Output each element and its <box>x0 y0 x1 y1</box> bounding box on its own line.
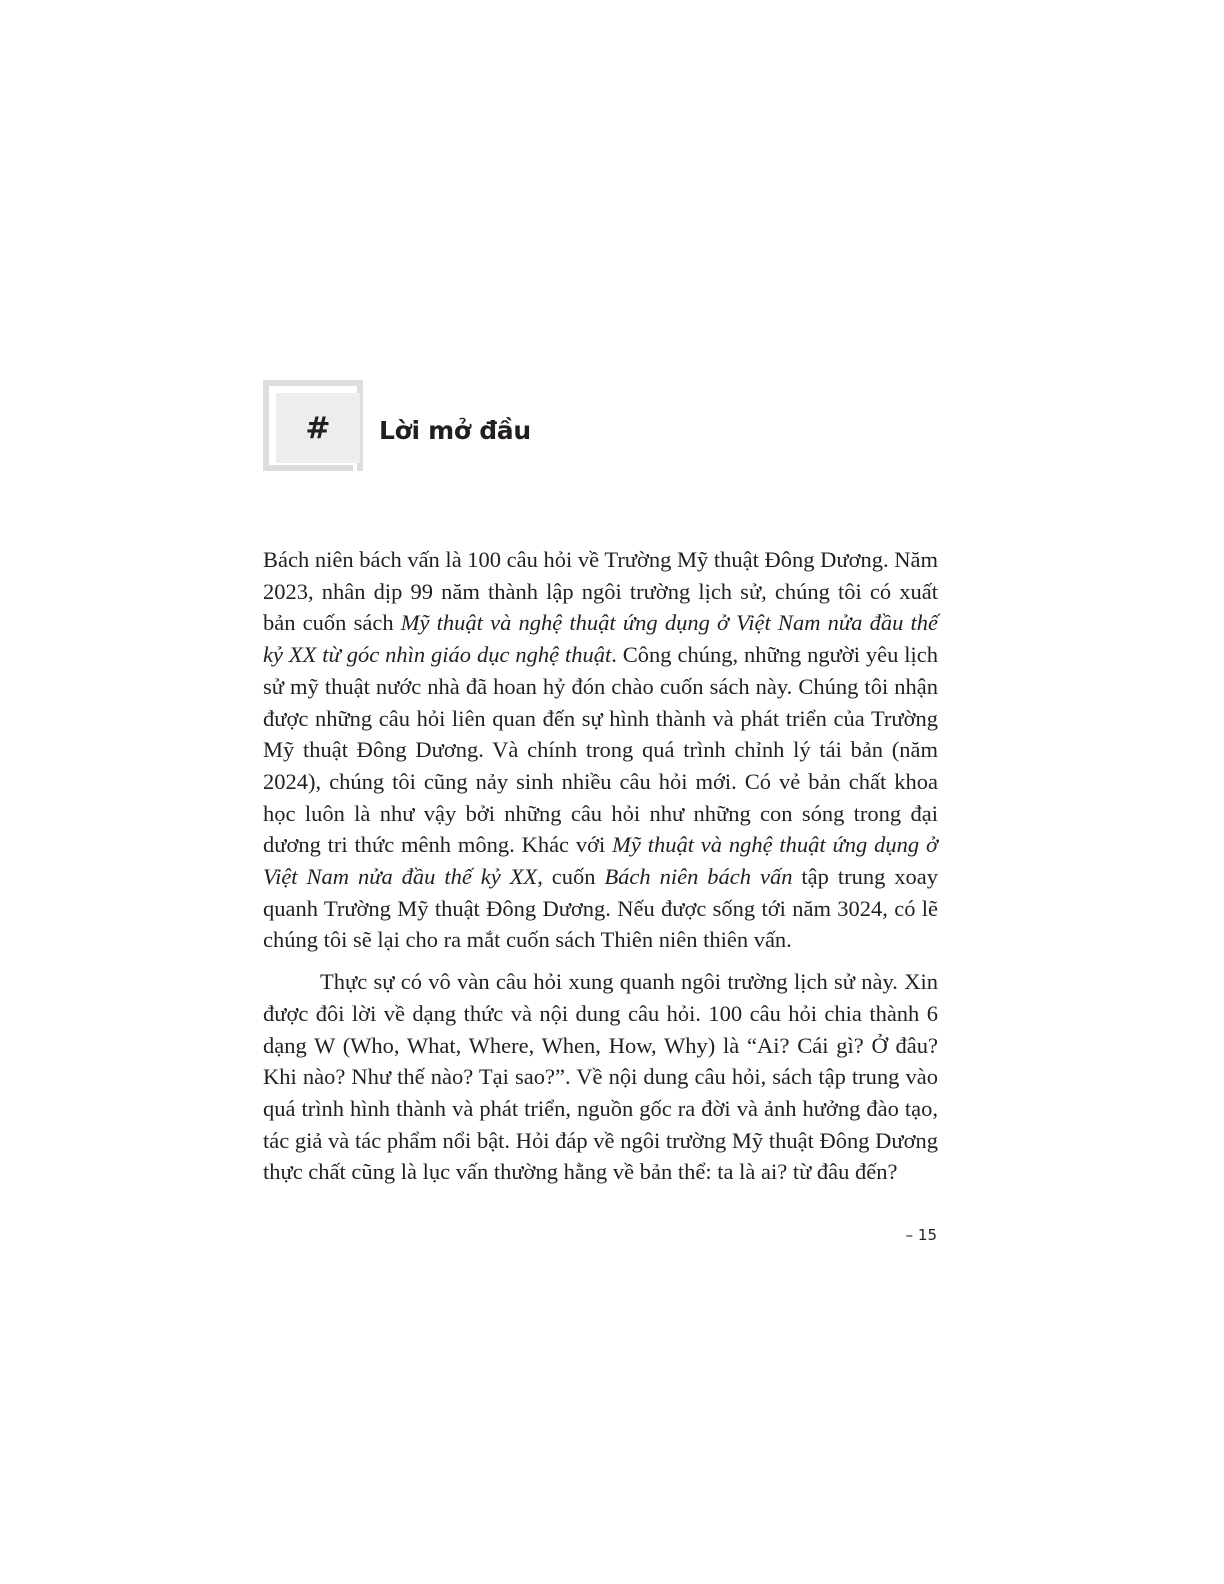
frame-bottom-bar <box>263 465 353 471</box>
frame-top-bar <box>263 380 363 386</box>
paragraph-text: , cuốn <box>537 864 605 890</box>
body-text <box>263 544 938 1188</box>
paragraph-text: Bách niên bách vấn là 100 câu hỏi về Trường Mỹ thuật Đông Dương. Năm 2023, nhân dịp 99 năm thành lập ngôi trường lịch sử, chúng tôi có xuất bản cuốn sách <box>263 547 938 636</box>
italic-title-text: Mỹ thuật và nghệ thuật ứng dụng ở Việt Nam nửa đầu thế kỷ XX <box>263 832 938 890</box>
paragraph-text: . Công chúng, những người yêu lịch sử mỹ thuật nước nhà đã hoan hỷ đón chào cuốn sách này. Chúng tôi nhận được những câu hỏi liên quan đến sự hình thành và phát triển của Trường Mỹ thuật Đông Dương. Và chính trong quá trình chỉnh lý tái bản (năm 2024), chúng tôi cũng nảy sinh nhiều câu hỏi mới. Có vẻ bản chất khoa học luôn là như vậy bởi những câu hỏi như những con sóng trong đại dương tri thức mênh mông. Khác với <box>263 642 939 858</box>
paragraph-text: tập trung xoay quanh Trường Mỹ thuật Đông Dương. Nếu được sống tới năm 3024, có lẽ chúng tôi sẽ lại cho ra mắt cuốn sách Thiên niên thiên vấn. <box>263 864 938 953</box>
paragraph-text: Thực sự có vô vàn câu hỏi xung quanh ngôi trường lịch sử này. Xin được đôi lời về dạng thức và nội dung câu hỏi. 100 câu hỏi chia thành 6 dạng W (Who, What, Where, When, How, Why) là “Ai? Cái gì? Ở đâu? Khi nào? Như thế nào? Tại sao?”. Về nội dung câu hỏi, sách tập trung vào quá trình hình thành và phát triển, nguồn gốc ra đời và ảnh hưởng đào tạo, tác giả và tác phẩm nổi bật. Hỏi đáp về ngôi trường Mỹ thuật Đông Dương thực chất cũng là lục vấn thường hằng về bản thể: ta là ai? từ đâu đến? <box>263 969 938 1185</box>
chapter-marker <box>263 380 363 471</box>
page-number: – 15 <box>905 1226 937 1244</box>
chapter-title: Lời mở đầu <box>379 416 531 445</box>
italic-title-text: Bách niên bách vấn <box>604 864 793 890</box>
frame-left-bar <box>263 380 269 471</box>
hash-icon: # <box>305 410 331 446</box>
italic-title-text: Mỹ thuật và nghệ thuật ứng dụng ở Việt Nam nửa đầu thế kỷ XX từ góc nhìn giáo dục nghệ thuật <box>263 610 938 668</box>
paragraph <box>263 544 938 956</box>
paragraph <box>263 966 938 1188</box>
